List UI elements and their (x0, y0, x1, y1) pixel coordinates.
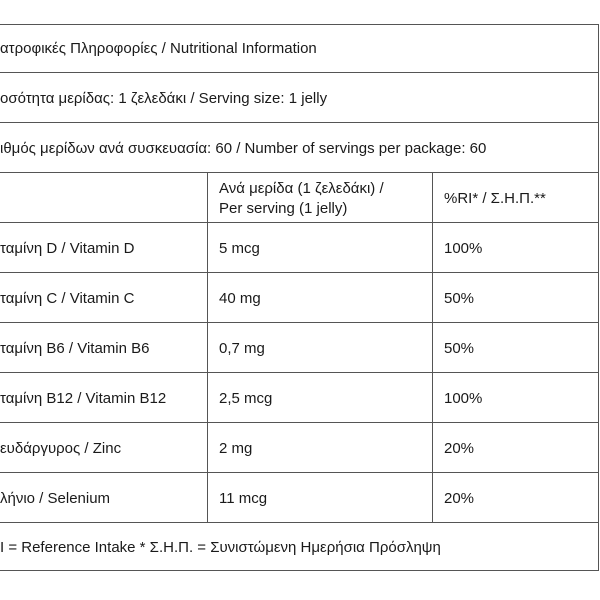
rule-row-1 (0, 272, 599, 273)
col-divider-1 (207, 172, 208, 522)
row-name: ταμίνη D / Vitamin D (0, 240, 135, 257)
row-amount: 2 mg (219, 440, 253, 457)
row-ri: 20% (444, 490, 475, 507)
rule-row-5 (0, 472, 599, 473)
row-name: ταμίνη B12 / Vitamin B12 (0, 390, 167, 407)
rule-title (0, 72, 599, 73)
col-header-per-serving-line1: Ανά μερίδα (1 ζελεδάκι) / (219, 180, 384, 197)
row-ri: 100% (444, 240, 483, 257)
rule-row-3 (0, 372, 599, 373)
rule-servings-count (0, 172, 599, 173)
rule-col-headers (0, 222, 599, 223)
rule-serving-size (0, 122, 599, 123)
table-title: ατροφικές Πληροφορίες / Nutritional Information (0, 40, 317, 57)
row-ri: 50% (444, 340, 475, 357)
rule-row-2 (0, 322, 599, 323)
row-ri: 50% (444, 290, 475, 307)
row-name: λήνιο / Selenium (0, 490, 111, 507)
row-amount: 2,5 mcg (219, 390, 273, 407)
row-ri: 100% (444, 390, 483, 407)
row-name: ταμίνη B6 / Vitamin B6 (0, 340, 150, 357)
rule-row-6 (0, 522, 599, 523)
row-name: ευδάργυρος / Zinc (0, 440, 122, 457)
row-name: ταμίνη C / Vitamin C (0, 290, 135, 307)
servings-per-package: ιθμός μερίδων ανά συσκευασία: 60 / Number of servings per package: 60 (0, 140, 487, 157)
footer-note: I = Reference Intake * Σ.Η.Π. = Συνιστώμενη Ημερήσια Πρόσληψη (0, 539, 441, 556)
row-amount: 5 mcg (219, 240, 260, 257)
col-divider-2 (432, 172, 433, 522)
rule-row-4 (0, 422, 599, 423)
col-header-per-serving-line2: Per serving (1 jelly) (219, 200, 348, 217)
serving-size: οσότητα μερίδας: 1 ζελεδάκι / Serving size: 1 jelly (0, 90, 328, 107)
col-header-ri: %RI* / Σ.Η.Π.** (444, 190, 546, 207)
row-amount: 40 mg (219, 290, 261, 307)
row-ri: 20% (444, 440, 475, 457)
row-amount: 0,7 mg (219, 340, 265, 357)
row-amount: 11 mcg (219, 490, 268, 507)
